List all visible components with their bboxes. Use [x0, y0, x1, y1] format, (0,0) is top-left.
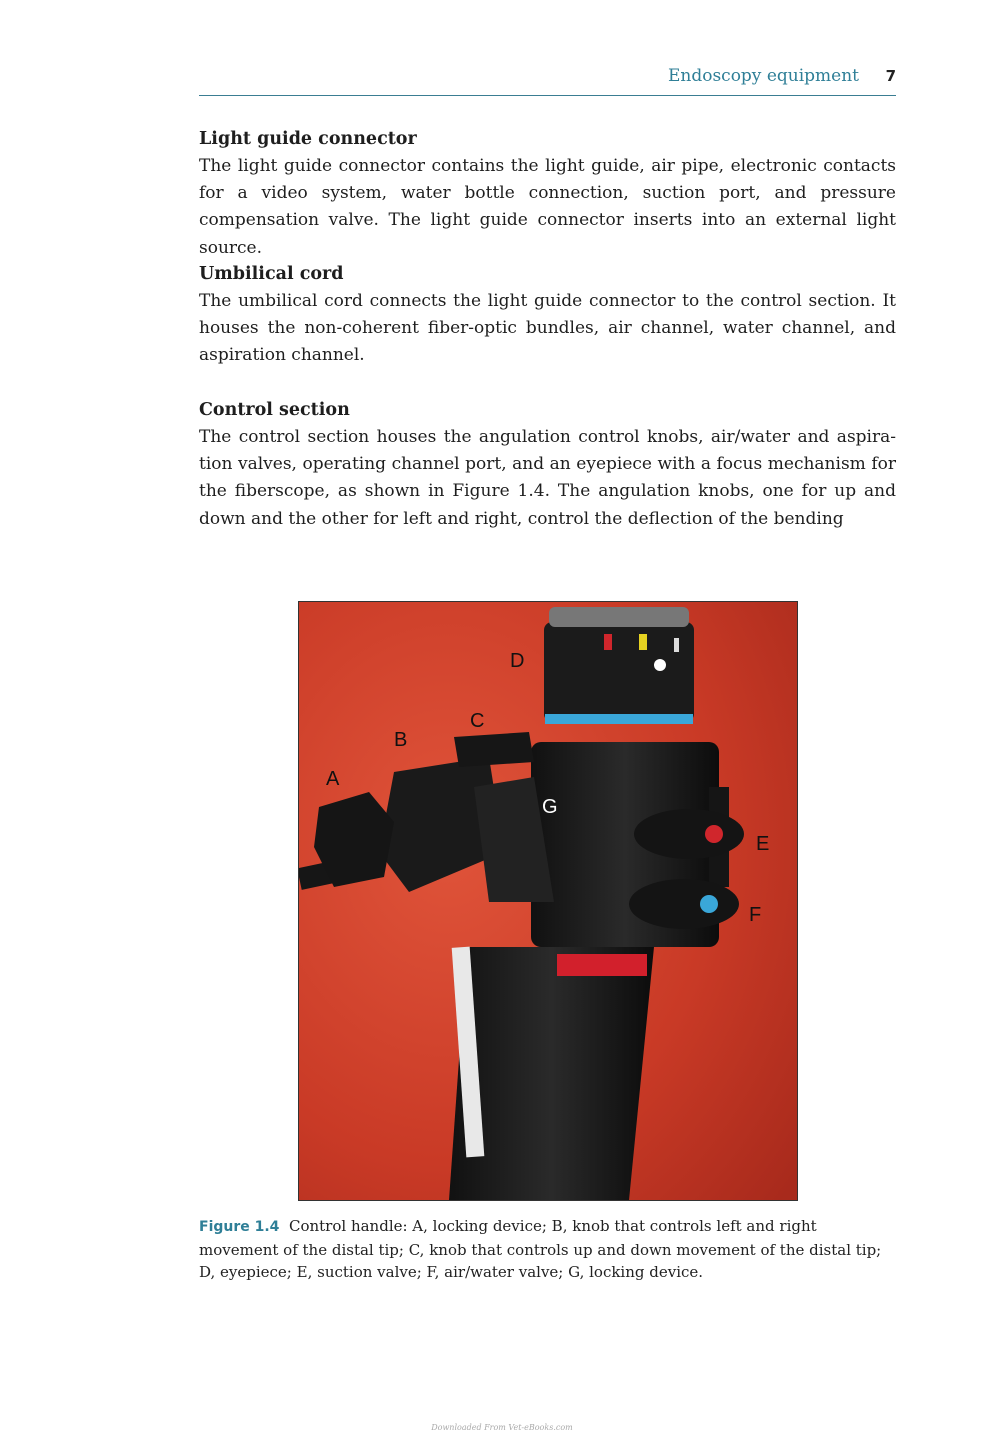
figure-label-g: G [542, 796, 558, 818]
footer-watermark: Downloaded From Vet-eBooks.com [431, 1423, 573, 1432]
running-head [199, 62, 896, 96]
figure-label-d: D [510, 650, 525, 672]
section-control-section [199, 397, 896, 533]
figure-label-e: E [756, 833, 770, 855]
figure-label-b: B [394, 729, 408, 751]
section-heading: Umbilical cord [199, 264, 344, 284]
knob-c [454, 732, 534, 767]
figure-label-a: A [326, 768, 340, 790]
air-water-valve-blue-cap [700, 895, 718, 913]
eyepiece-blue-ring [545, 714, 693, 724]
eyepiece-body [544, 622, 694, 722]
section-umbilical-cord [199, 261, 896, 370]
suction-valve-red-cap [705, 825, 723, 843]
section-paragraph: The light guide connector contains the light guide, air pipe, electronic contacts for a video system, water bottle connection, suction port, and pressure compensation valve. The light guide connector inserts into an external light source. [199, 156, 896, 258]
figure-caption-label: Figure 1.4 [199, 1219, 280, 1235]
eyepiece-cap [549, 607, 689, 627]
suction-valve [634, 809, 744, 859]
figure-photo-control-handle [298, 601, 798, 1201]
figure-caption-text: Control handle: A, locking device; B, knob that controls left and right movement of the distal tip; C, knob that controls up and down movement of the distal tip; D, eyepiece; E, suction valve; F, air/water valve; G, locking device. [199, 1217, 882, 1281]
figure-label-f: F [749, 904, 762, 926]
figure-label-c: C [470, 710, 485, 732]
section-paragraph: The umbilical cord connects the light guide connector to the control section. It houses the non-coherent fiber-optic bundles, air channel, water channel, and aspiration channel. [199, 291, 896, 366]
control-handle-illustration [299, 602, 797, 1200]
section-paragraph: The control section houses the angulation control knobs, air/water and aspira-tion valves, operating channel port, and an eyepiece with a focus mechanism for the fiberscope, as shown in Figure 1.4. The angulation knobs, one for up and down and the other for left and right, control the deflection of the bending [199, 427, 896, 529]
page-number: 7 [885, 67, 896, 85]
white-dot [654, 659, 666, 671]
insertion-shaft [449, 947, 654, 1200]
section-heading: Light guide connector [199, 129, 417, 149]
running-head-title: Endoscopy equipment [667, 66, 859, 86]
white-marker [674, 638, 679, 652]
air-water-valve [629, 879, 739, 929]
figure-caption [199, 1215, 899, 1284]
red-marker [604, 634, 612, 650]
red-band [557, 954, 647, 976]
section-light-guide-connector [199, 126, 896, 262]
yellow-marker [639, 634, 647, 650]
section-heading: Control section [199, 400, 350, 420]
